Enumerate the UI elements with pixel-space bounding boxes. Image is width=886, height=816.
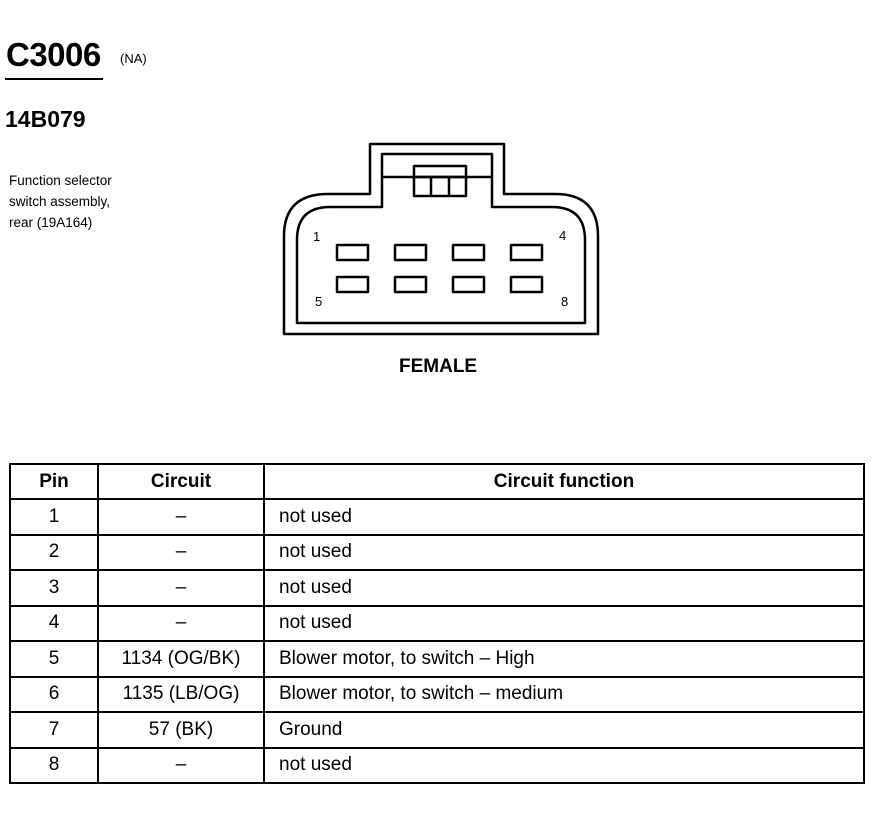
connector-face-diagram [0,0,886,400]
pin-label-4: 4 [559,228,567,243]
region-tag: (NA) [120,51,147,66]
part-number: 14B079 [5,106,86,132]
cell-function: not used [264,748,864,784]
cell-circuit: – [98,606,264,642]
connector-outer-shell [284,144,598,334]
connector-view-label: FEMALE [399,356,478,377]
header-circuit: Circuit [98,464,264,499]
pin-label-5: 5 [315,294,323,309]
cell-pin: 1 [10,499,98,535]
pin-cavity [453,245,484,260]
cell-pin: 8 [10,748,98,784]
cell-circuit: 1135 (LB/OG) [98,677,264,713]
table-row [10,641,864,677]
table-row [10,535,864,571]
pin-cavity [395,277,426,292]
cell-function: not used [264,570,864,606]
header-circuit-function: Circuit function [264,464,864,499]
connector-inner-shell [297,154,585,323]
table-row [10,606,864,642]
cell-function: not used [264,499,864,535]
table-row [10,570,864,606]
pin-cavity [395,245,426,260]
cell-pin: 7 [10,712,98,748]
pin-cavity [511,245,542,260]
pinout-table [9,463,865,784]
cell-circuit: – [98,748,264,784]
header-pin: Pin [10,464,98,499]
cell-pin: 3 [10,570,98,606]
cell-circuit: – [98,499,264,535]
pin-cavity [337,277,368,292]
table-row [10,499,864,535]
cell-circuit: 57 (BK) [98,712,264,748]
pin-label-8: 8 [561,294,569,309]
cell-pin: 2 [10,535,98,571]
cell-pin: 4 [10,606,98,642]
cell-function: not used [264,535,864,571]
cell-circuit: 1134 (OG/BK) [98,641,264,677]
pin-label-1: 1 [313,229,321,244]
pin-cavity [453,277,484,292]
pin-cavity [337,245,368,260]
cell-function: Blower motor, to switch – medium [264,677,864,713]
table-header-row [10,464,864,499]
cell-pin: 6 [10,677,98,713]
table-row [10,712,864,748]
cell-circuit: – [98,570,264,606]
cell-circuit: – [98,535,264,571]
table-row [10,677,864,713]
cell-function: not used [264,606,864,642]
cell-function: Ground [264,712,864,748]
connector-id: C3006 [6,36,101,73]
pin-cavity [511,277,542,292]
latch-icon [414,166,466,196]
cell-pin: 5 [10,641,98,677]
table-row [10,748,864,784]
component-description: Function selector switch assembly, rear (19A164) [9,173,112,230]
cell-function: Blower motor, to switch – High [264,641,864,677]
